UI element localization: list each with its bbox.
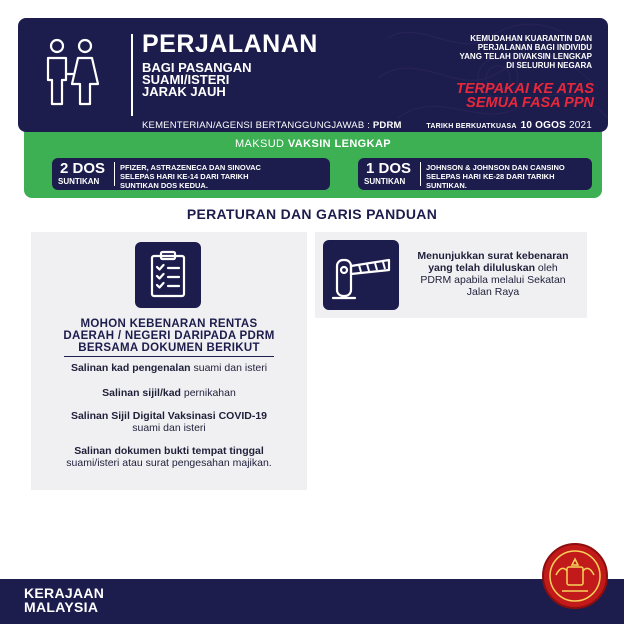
item-bold: Salinan Sijil Digital Vaksinasi COVID-19 [70, 410, 268, 422]
note-line: PERJALANAN BAGI INDIVIDU [477, 43, 592, 52]
phase-line: TERPAKAI KE ATAS [455, 81, 594, 97]
page-subtitle [142, 62, 312, 98]
instruction-text: oleh [535, 262, 558, 274]
ministry-label: KEMENTERIAN/AGENSI BERTANGGUNGJAWAB : [142, 120, 373, 131]
vaccination-title-prefix: MAKSUD [234, 138, 288, 150]
subtitle-line: BAGI PASANGAN [142, 60, 252, 75]
description-line: JOHNSON & JOHNSON DAN CANSINO [426, 163, 565, 172]
documents-heading [31, 318, 307, 354]
description-line: SUNTIKAN DOS KEDUA. [120, 181, 208, 190]
header-banner [18, 18, 608, 132]
item-bold: Salinan sijil/kad [102, 387, 181, 399]
footer-bar [0, 579, 624, 624]
subtitle-line: JARAK JAUH [142, 84, 226, 99]
facility-note [402, 34, 592, 70]
documents-panel [31, 232, 307, 490]
item-line2: suami dan isteri [132, 422, 206, 434]
dose-count: 1 DOS [366, 160, 412, 177]
dose-count: 2 DOS [60, 160, 106, 177]
roadblock-instruction [405, 250, 581, 298]
phase-line: SEMUA FASA PPN [466, 95, 594, 111]
heading-line: DAERAH / NEGERI DARIPADA PDRM [63, 330, 275, 342]
phase-notice [394, 82, 594, 110]
description-line: SUNTIKAN. [426, 181, 467, 190]
note-line: YANG TELAH DIVAKSIN LENGKAP [459, 52, 592, 61]
item-bold: Salinan dokumen bukti tempat tinggal [74, 445, 264, 457]
one-dose-card [358, 158, 592, 190]
effective-label: TARIKH BERKUATKUASA [426, 123, 517, 130]
description-line: SELEPAS HARI KE-14 DARI TARIKH [120, 172, 249, 181]
heading-divider [64, 356, 274, 357]
responsible-ministry [142, 120, 402, 131]
heading-line: MOHON KEBENARAN RENTAS [80, 318, 258, 330]
header-divider [131, 34, 133, 116]
instruction-text: PDRM apabila melalui Sekatan [420, 274, 566, 286]
road-barrier-icon [323, 240, 399, 310]
card-divider [420, 162, 421, 186]
document-item-marriage [31, 387, 307, 399]
subtitle-line: SUAMI/ISTERI [142, 72, 230, 87]
vaccination-title [24, 138, 602, 150]
full-vaccination-band [24, 132, 602, 198]
dose-description [426, 163, 565, 190]
document-item-residence [31, 445, 307, 469]
instruction-text: Jalan Raya [466, 286, 520, 298]
heading-line: BERSAMA DOKUMEN BERIKUT [78, 342, 260, 354]
rules-section-title: PERATURAN DAN GARIS PANDUAN [186, 206, 438, 222]
brand-line: MALAYSIA [24, 599, 99, 615]
description-line: SELEPAS HARI KE-28 DARI TARIKH [426, 172, 555, 181]
effective-day-month: 10 OGOS [520, 120, 566, 131]
item-rest: suami dan isteri [190, 362, 268, 374]
item-line2: suami/isteri atau surat pengesahan majikan. [66, 457, 272, 469]
item-rest: pernikahan [180, 387, 236, 399]
roadblock-panel [315, 232, 587, 318]
clipboard-checklist-icon [135, 242, 201, 308]
document-item-vaccine-cert [31, 410, 307, 434]
government-brand [24, 586, 104, 614]
instruction-bold: Menunjukkan surat kebenaran [417, 250, 569, 262]
note-line: DI SELURUH NEGARA [506, 61, 592, 70]
item-bold: Salinan kad pengenalan [70, 362, 191, 374]
page-title: PERJALANAN [142, 30, 318, 58]
coat-of-arms-icon [542, 543, 608, 609]
description-line: PFIZER, ASTRAZENECA DAN SINOVAC [120, 163, 261, 172]
document-item-ic [31, 362, 307, 374]
ministry-value: PDRM [372, 120, 402, 131]
dose-unit: SUNTIKAN [364, 177, 406, 186]
dose-unit: SUNTIKAN [58, 177, 100, 186]
instruction-bold: yang telah diluluskan [428, 262, 535, 274]
effective-date [426, 120, 592, 131]
dose-description [120, 163, 261, 190]
couple-icon [40, 38, 102, 108]
two-dose-card [52, 158, 330, 190]
effective-year: 2021 [568, 120, 592, 131]
vaccination-title-bold: VAKSIN LENGKAP [287, 138, 392, 150]
card-divider [114, 162, 115, 186]
note-line: KEMUDAHAN KUARANTIN DAN [470, 34, 592, 43]
brand-line: KERAJAAN [24, 585, 105, 601]
